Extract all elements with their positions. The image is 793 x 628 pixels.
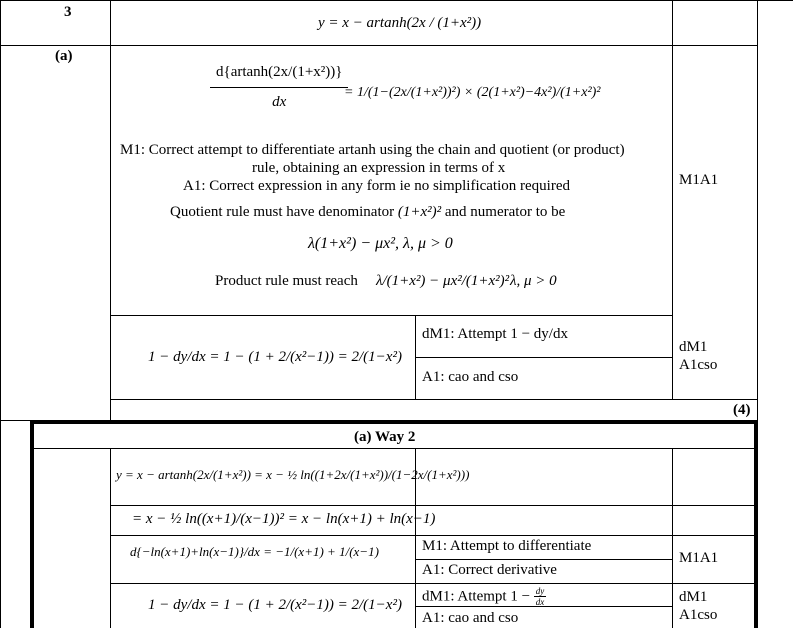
note-m1-line2: rule, obtaining an expression in terms of x <box>252 160 506 176</box>
grid-line <box>110 448 111 628</box>
way2-marks-dm1: dM1 <box>679 589 708 605</box>
way2-line1: y = x − artanh(2x/(1+x²)) = x − ½ ln((1+2x/(1+x²))/(1−2x/(1+x²))) <box>116 467 470 482</box>
grid-line <box>110 399 758 400</box>
way2-dm1-fraction <box>534 586 547 608</box>
grid-line <box>415 559 673 560</box>
grid-line <box>0 0 1 628</box>
way2-a1-cso: A1: cao and cso <box>422 610 519 626</box>
derivative-rhs: = 1/(1−(2x/(1+x²))²) × (2(1+x²)−4x²)/(1+x²)² <box>344 85 601 100</box>
grid-line <box>0 0 793 1</box>
grid-line <box>34 448 754 449</box>
way2-marks-m1a1: M1A1 <box>679 550 719 566</box>
marks-dm1: dM1 <box>679 339 708 355</box>
way2-m1-note: M1: Attempt to differentiate <box>422 538 592 554</box>
grid-line <box>110 505 754 506</box>
way2-line3: d{−ln(x+1)+ln(x−1)}/dx = −1/(x+1) + 1/(x−1) <box>130 544 379 559</box>
way2-title: (a) Way 2 <box>354 429 416 445</box>
grid-line <box>672 448 673 628</box>
quotient-rule-denominator: (1+x²)² <box>397 204 442 220</box>
way2-dm1-frac-bottom: dx <box>535 597 545 608</box>
question-number: 3 <box>64 4 72 20</box>
quotient-numerator: λ(1+x²) − μx², λ, μ > 0 <box>308 235 453 252</box>
note-m1-line1: M1: Correct attempt to differentiate artanh using the chain and quotient (or product) <box>120 142 625 158</box>
way2-line4: 1 − dy/dx = 1 − (1 + 2/(x²−1)) = 2/(1−x²) <box>148 597 402 613</box>
way2-a1-note: A1: Correct derivative <box>422 562 557 578</box>
derivative-fraction <box>210 58 348 112</box>
grid-line <box>415 357 673 358</box>
note-a1: A1: Correct expression in any form ie no simplification required <box>183 178 570 194</box>
way2-dm1-note <box>422 586 546 608</box>
marks-a1cso: A1cso <box>679 357 718 373</box>
dm1-note: dM1: Attempt 1 − dy/dx <box>422 326 568 342</box>
question-statement: y = x − artanh(2x / (1+x²)) <box>318 15 482 31</box>
total-marks: (4) <box>733 402 751 418</box>
way2-box-top <box>30 420 758 424</box>
way2-box-right <box>754 420 758 628</box>
way2-box-left <box>30 420 34 628</box>
a1-note: A1: cao and cso <box>422 369 519 385</box>
part-a-label: (a) <box>55 48 73 64</box>
way2-dm1-label: dM1: Attempt 1 − <box>422 588 531 605</box>
derivative-numerator: d{artanh(2x/(1+x²))} <box>210 58 348 88</box>
way2-marks-a1cso: A1cso <box>679 607 718 623</box>
grid-line <box>672 0 673 400</box>
marks-m1a1: M1A1 <box>679 172 719 188</box>
product-rule-cond: λ, μ > 0 <box>510 273 557 289</box>
way2-dm1-frac-top: dy <box>535 586 545 596</box>
product-rule-expr: λ/(1+x²) − μx²/(1+x²)² <box>376 273 510 289</box>
grid-line <box>110 315 673 316</box>
quotient-rule-label: Quotient rule must have denominator <box>170 204 395 220</box>
derivative-denominator: dx <box>272 94 287 111</box>
grid-line <box>110 0 111 420</box>
quotient-rule-text <box>170 205 565 220</box>
dydx-expression: 1 − dy/dx = 1 − (1 + 2/(x²−1)) = 2/(1−x²) <box>148 349 402 365</box>
product-rule-text: Product rule must reach <box>215 273 358 289</box>
way2-line2: = x − ½ ln((x+1)/(x−1))² = x − ln(x+1) + ln(x−1) <box>132 511 436 527</box>
grid-line <box>110 535 754 536</box>
quotient-rule-label2: and numerator to be <box>444 204 566 220</box>
grid-line <box>0 45 758 46</box>
grid-line <box>110 583 754 584</box>
grid-line <box>757 0 758 420</box>
